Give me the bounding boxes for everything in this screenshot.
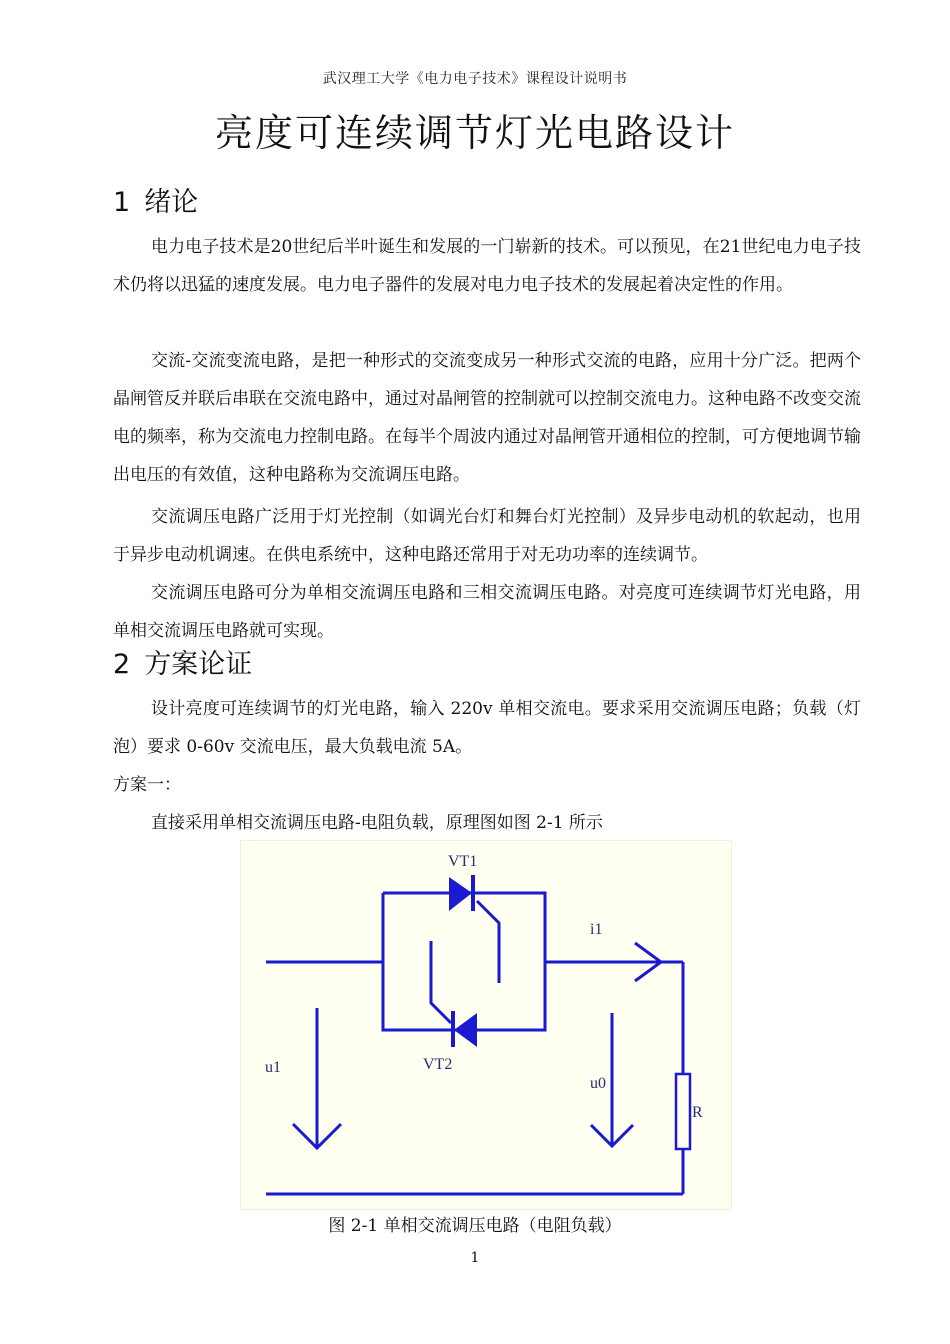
section-number: 1	[113, 187, 131, 218]
running-header: 武汉理工大学《电力电子技术》课程设计说明书	[322, 71, 628, 87]
section-heading-2	[113, 642, 252, 681]
label-u0: u0	[590, 1075, 606, 1092]
label-vt1: VT1	[448, 853, 478, 870]
label-i1: i1	[590, 921, 603, 938]
label-u1: u1	[265, 1059, 281, 1076]
section-heading-1	[113, 180, 198, 219]
circuit-diagram	[241, 841, 731, 1209]
paragraph: 设计亮度可连续调节的灯光电路，输入 220v 单相交流电。要求采用交流调压电路；负载（灯泡）要求 0-60v 交流电压，最大负载电流 5A。	[113, 699, 861, 757]
section-number: 2	[113, 649, 131, 680]
paragraph: 交流调压电路广泛用于灯光控制（如调光台灯和舞台灯光控制）及异步电动机的软起动，也用于异步电动机调速。在供电系统中，这种电路还常用于对无功功率的连续调节。	[113, 507, 861, 565]
scheme-text: 直接采用单相交流调压电路-电阻负载，原理图如图 2-1 所示	[151, 813, 603, 833]
vt2-gate-lead	[431, 941, 451, 1023]
paragraph: 电力电子技术是20世纪后半叶诞生和发展的一门崭新的技术。可以预见，在21世纪电力电子技术仍将以迅猛的速度发展。电力电子器件的发展对电力电子技术的发展起着决定性的作用。	[113, 237, 861, 295]
resistor-r	[676, 1074, 690, 1149]
vt2-thyristor-body	[454, 1013, 477, 1047]
circuit-figure	[240, 840, 732, 1210]
document-title: 亮度可连续调节灯光电路设计	[214, 111, 735, 155]
paragraph: 交流-交流变流电路，是把一种形式的交流变成另一种形式交流的电路，应用十分广泛。把两个晶闸管反并联后串联在交流电路中，通过对晶闸管的控制就可以控制交流电力。这种电路不改变交流电的频率，称为交流电力控制电路。在每半个周波内通过对晶闸管开通相位的控制，可方便地调节输出电压的有效值，这种电路称为交流调压电路。	[113, 351, 861, 485]
label-vt2: VT2	[423, 1056, 453, 1073]
scheme-label: 方案一：	[113, 775, 181, 795]
vt1-thyristor-body	[449, 877, 472, 911]
section-title: 绪论	[144, 187, 199, 218]
figure-caption: 图 2-1 单相交流调压电路（电阻负载）	[328, 1216, 622, 1236]
paragraph: 交流调压电路可分为单相交流调压电路和三相交流调压电路。对亮度可连续调节灯光电路，用单相交流调压电路就可实现。	[113, 583, 861, 641]
parallel-branch	[383, 893, 545, 1030]
section-title: 方案论证	[144, 649, 253, 680]
label-r: R	[692, 1104, 703, 1121]
page-number: 1	[470, 1250, 480, 1266]
vt1-gate-lead	[477, 901, 499, 983]
